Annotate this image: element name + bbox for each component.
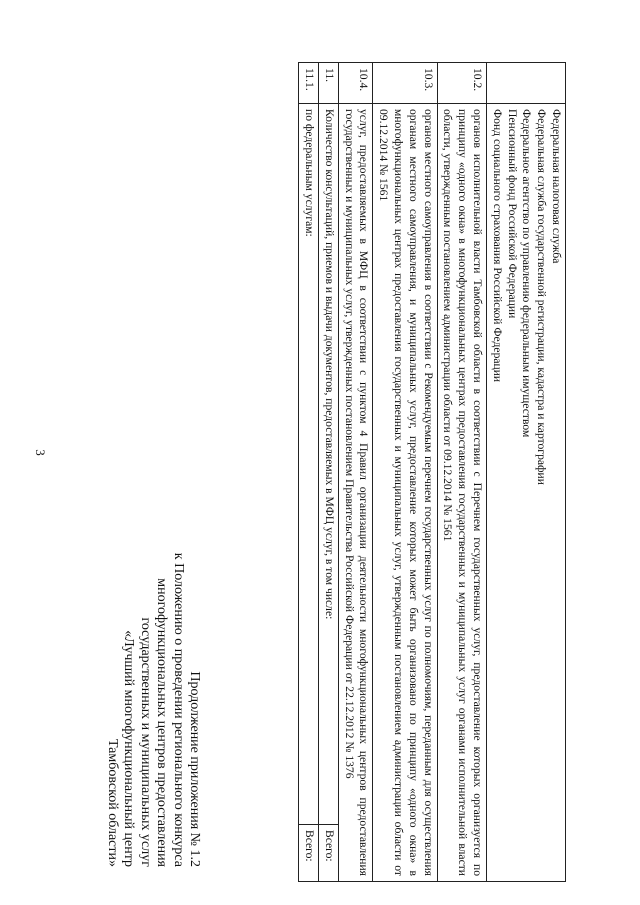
table-row [338, 63, 373, 882]
row-number: 10.2. [437, 63, 486, 104]
row-number: 11.1. [299, 63, 319, 104]
heading-line: многофункциональных центров предоставления [154, 578, 170, 867]
row-text: органов местного самоуправления в соответствии с Рекомендуемым перечнем государственных услуг по полномочиям, переданным для осуществления органам местного самоуправления, и муниципальных услуг, предоставление которых может быть организовано по принципу «одного окна» в многофункциональных центрах предоставления государственных и муниципальных услуг, утвержденным постановлением администрации области от 09.12.2014 № 1561 [373, 104, 437, 882]
table-row [319, 63, 339, 882]
row-text: услуг, предоставляемых в МФЦ в соответствии с пунктом 4 Правил организации деятельности многофункциональных центров предоставления государственных и муниципальных услуг, утвержденных постановлением Правительства Российской Федерации от 22.12.2012 № 1376 [338, 104, 373, 882]
table-row [299, 63, 319, 882]
agency-item: Федеральное агентство по управлению федеральным имуществом [520, 109, 534, 438]
agency-item: Федеральная налоговая служба [550, 109, 563, 264]
row-text: органов исполнительной власти Тамбовской области в соответствии с Перечнем государственных услуг, предоставление которых организуется по принципу «одного окна» в многофункциональных центрах предоставления государственных и муниципальных услуг органами исполнительной власти области, утвержденным постановлением администрации области от 09.12.2014 № 1561 [437, 104, 486, 882]
row-total-label: Всего: [319, 825, 339, 882]
heading-line: «Лучший многофункциональный центр [121, 630, 137, 867]
row-text: по федеральным услугам: [299, 104, 319, 825]
heading-line: к Положению о проведении регионального конкурса [170, 552, 186, 867]
heading-line: Тамбовской области» [104, 738, 120, 867]
agency-item: Пенсионный фонд Российской Федерации [505, 109, 519, 319]
agency-item: Фонд социального страхования Российской Федерации [490, 109, 504, 383]
row-number-empty [487, 63, 566, 104]
table-row-agencies [487, 63, 566, 882]
heading-line: Продолжение приложения № 1.2 [187, 671, 202, 867]
row-number: 10.3. [373, 63, 437, 104]
row-total-label: Всего: [299, 825, 319, 882]
row-number: 11. [319, 63, 339, 104]
agency-list [487, 104, 566, 882]
table-row [437, 63, 486, 882]
agency-item: Федеральная служба государственной регистрации, кадастра и картографии [535, 109, 549, 485]
row-text: Количество консультаций, приемов и выдачи документов, предоставляемых в МФЦ услуг, в том числе: [319, 104, 339, 825]
appendix-heading [104, 507, 202, 867]
services-table [298, 62, 566, 882]
heading-line: государственных и муниципальных услуг [137, 617, 153, 867]
page-number: 3 [33, 449, 48, 456]
table-row [373, 63, 437, 882]
row-number: 10.4. [338, 63, 373, 104]
